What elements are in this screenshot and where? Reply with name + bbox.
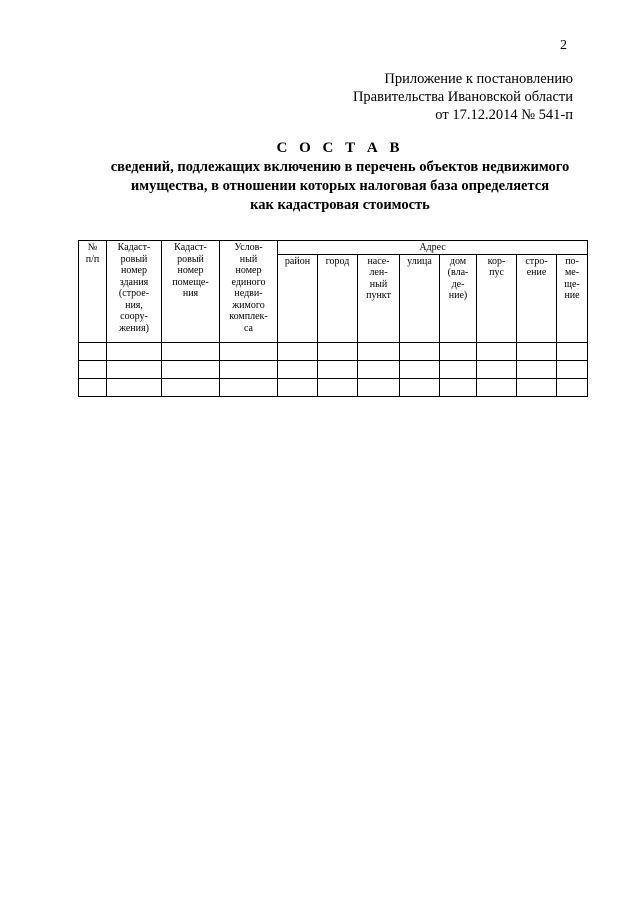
table-cell — [318, 378, 358, 396]
table-cell — [477, 360, 517, 378]
table-cell — [278, 360, 318, 378]
table-cell — [557, 378, 588, 396]
table-row — [79, 342, 588, 360]
table-cell — [517, 360, 557, 378]
table-cell — [400, 378, 440, 396]
appendix-line-3: от 17.12.2014 № 541-п — [435, 107, 573, 123]
table-cell — [79, 360, 107, 378]
header-block: кор- пус — [477, 254, 517, 342]
table-cell — [440, 360, 477, 378]
appendix-note — [353, 70, 573, 124]
table-cell — [278, 342, 318, 360]
table-cell — [400, 360, 440, 378]
appendix-line-2: Правительства Ивановской области — [352, 89, 573, 105]
header-settlement: насе- лен- ный пункт — [358, 254, 400, 342]
table-cell — [220, 360, 278, 378]
page-number: 2 — [560, 38, 567, 53]
table-cell — [358, 342, 400, 360]
header-premises-cadastral: Кадаст- ровый номер помеще- ния — [162, 241, 220, 343]
title-line-1: сведений, подлежащих включению в перечень объектов недвижимого — [110, 159, 570, 175]
document-title — [40, 138, 640, 215]
header-complex-number: Услов- ный номер единого недви- жимого комплек- са — [220, 241, 278, 343]
table-cell — [517, 378, 557, 396]
table-cell — [517, 342, 557, 360]
table-cell — [107, 378, 162, 396]
table-cell — [400, 342, 440, 360]
table-cell — [79, 378, 107, 396]
table-cell — [162, 342, 220, 360]
title-line-2: имущества, в отношении которых налоговая база определяется — [130, 178, 550, 194]
table-cell — [477, 378, 517, 396]
table-cell — [440, 378, 477, 396]
header-premises: по- ме- ще- ние — [557, 254, 588, 342]
header-address: Адрес — [278, 241, 588, 255]
title-main: С О С Т А В — [276, 140, 404, 156]
property-table — [78, 240, 588, 397]
table-cell — [107, 342, 162, 360]
table-body — [79, 342, 588, 396]
title-line-3: как кадастровая стоимость — [250, 197, 430, 213]
table-cell — [162, 378, 220, 396]
table-row — [79, 378, 588, 396]
table-cell — [79, 342, 107, 360]
table-row — [79, 360, 588, 378]
table-cell — [318, 342, 358, 360]
header-district: район — [278, 254, 318, 342]
appendix-line-1: Приложение к постановлению — [384, 71, 573, 87]
table-cell — [162, 360, 220, 378]
table-cell — [557, 342, 588, 360]
header-building: стро- ение — [517, 254, 557, 342]
header-city: город — [318, 254, 358, 342]
table-cell — [220, 342, 278, 360]
table-cell — [278, 378, 318, 396]
table-cell — [318, 360, 358, 378]
table-cell — [557, 360, 588, 378]
table-cell — [220, 378, 278, 396]
table-cell — [358, 360, 400, 378]
header-street: улица — [400, 254, 440, 342]
table-cell — [107, 360, 162, 378]
header-number: № п/п — [79, 241, 107, 343]
table-cell — [477, 342, 517, 360]
header-house: дом (вла- де- ние) — [440, 254, 477, 342]
table-cell — [440, 342, 477, 360]
table-cell — [358, 378, 400, 396]
header-building-cadastral: Кадаст- ровый номер здания (строе- ния, соору- жения) — [107, 241, 162, 343]
